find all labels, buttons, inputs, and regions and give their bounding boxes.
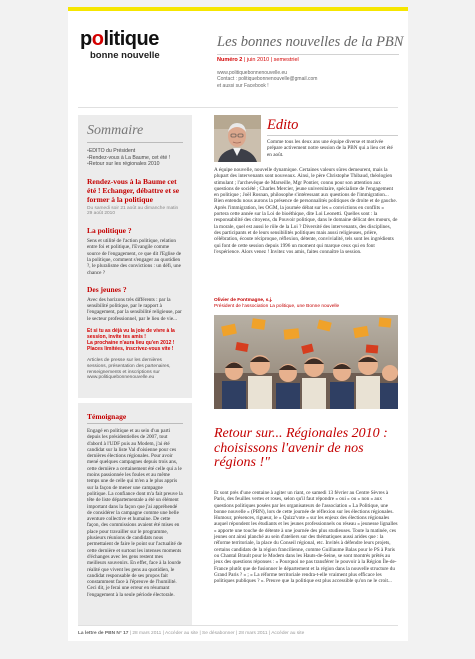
facebook-link[interactable]: et aussi sur Facebook ! (217, 82, 269, 89)
sommaire-panel (78, 115, 192, 398)
newsletter-title: Les bonnes nouvelles de la PBN (217, 34, 404, 50)
jeunes-section (87, 285, 183, 322)
rdv-heading: Rendez-vous à la Baume cet été ! Echanger, débattre et se former à la politique (87, 176, 180, 204)
politique-heading: La politique ? (87, 226, 132, 236)
edito-signature (214, 298, 339, 310)
contact-email[interactable]: Contact : politiquebonnenouvelle@gmail.com (217, 76, 318, 83)
footer-date-2: 28 mars 2011 (238, 631, 268, 636)
footer-site-link[interactable]: Accéder au site (165, 631, 199, 636)
temoignage-title: Témoignage (87, 412, 127, 421)
footer-date: 28 mars 2011 (132, 631, 162, 636)
logo-wordmark: politique (80, 28, 159, 50)
footer: La lettre de PBN N° 17 | 28 mars 2011 | Accéder au site | Se désabonner | 28 mars 2011 | Accéder au site (78, 631, 305, 636)
signature-name: Olivier de Fontmagne, s.j. (214, 298, 273, 303)
politique-text: Sens et utilité de l'action politique, relation entre foi et politique, l'Evangile comme source de l'engagement, ce que dit l'Eglise de la politique, comment s'engager au quotidien ?, le pluralisme des convictions : un défi, une chance ? (87, 238, 182, 276)
rdv-dates: Du samedi soir 21 août au dimanche matin 29 août 2010 (87, 205, 179, 217)
temoignage-text: Engagé en politique et au sein d'un parti depuis les présidentielles de 2007, tout d'abord à l'UDF puis au Modem, j'ai été candidat sur la liste Val d'oisienne pour ces dernières élections régionales. Pour avoir mené quelques campagnes depuis trois ans, cette dernière a certainement été celle qui a le moins passionnée les foules et au même temps une de celle qui m'en a le plus appris sur la façon de mener une campagne politique. La confiance dont m'a fait preuve la tête de liste départementale a été un élément important dans la façon que j'ai appréhendé de considérer la campagne comme une belle aventure collective et humaine. De cette façon, des commissions avaient été mises en place pour travailler sur le programme, plusieurs réunions de candidats nous permettaient de faire le point sur l'actualité de cette dernière et surtout les intenses moments d'échanges avec les gens restent mes meilleurs souvenirs. En effet, face à la lourde réalité que vivent les gens au quotidien, le candidat responsable de ses propos fait constamment face à l'épreuve de l'humilité. Ceci dit, je ferai une erreur en résumant l'engagement à la seule période électorale. (87, 428, 183, 598)
issue-info: Numéro 2 | juin 2010 | semestriel (217, 57, 299, 63)
sommaire-item-rdv[interactable]: ▪ Rendez-vous à La Baume, cet été ! (87, 155, 183, 162)
retour-title: Retour sur... Régionales 2010 : choisissons l'avenir de nos régions !" (214, 426, 388, 470)
invite-callout: Et si tu as déjà vu la joie de vivre à la session, invite tes amis ! La prochaine n'aura lieu qu'en 2012 ! Places limitées, inscrivez-vous vite ! (87, 328, 175, 353)
press-info[interactable]: Articles de presse sur les dernières sessions, présentation des partenaires, renseignements et inscriptions sur www.politiquebonnenouvelle.eu (87, 358, 171, 381)
sommaire-list (87, 148, 183, 168)
edito-body: A équipe nouvelle, nouvelle dynamique. Certaines valeurs sûres demeurent, mais la plupart des intervenants sont nouveaux. Ainsi, le père Christophe Thibaud, théologien stimulant ; l'archevêque de Marseille, Mgr Pontier, connu pour son attention aux questions de société ; Charles Mercier, jeune universitaire, spécialiste de l'engagement en politique ; Joël Rosnan, philosophe s'intéressant aux questions de l'immigration... Bien entendu nous aurons la présence de personnalités politiques de droite et de gauche. Après l'immigration, les OGM, la journée débat sur les « convictions en conflits » portera cette année sur la Loi de bioéthique, dite Loi Leonetti. Quelles sont : la responsabilité des citoyens, du Pouvoir politique, dans le domaine délicat des mœurs, de la morale, quel est aussi le rôle de la Loi ? Diversité des intervenants, des disciplines, des participants et de leurs sensibilités politiques mais aussi religieuses, prière, célébration, écoute réciproque, réflexion, détente, convivialité, tels sont les ingrédients qui font de cette session depuis 1996 un moment qui marque ceux qui en font l'expérience. Alors venez ! Invitez vos amis, faites connaître la session. (214, 167, 398, 255)
header-divider (217, 54, 399, 55)
retour-body: Et sont près d'une centaine à agiter un riant, ce samedi 13 février au Centre Sèvres à Paris, des feuilles vertes et roses, selon qu'il faut répondre « oui » ou « non » aux questions politiques posées par les organisateurs de l'association « La Politique, une bonne nouvelle » (PBN), lors de cette journée de réflexion sur les élections régionales. Humour, présences, rigueur, le « Quizz'vote » sur les enjeux des élections régionales auquel répondent les étudiants et les jeunes professionnels ou réseau « jeunesse lignalles » apporte une touche de détente à une journée des plus studieuses. Toute la matinée, ces jeunes ont ainsi planché au sein d'ateliers sur des thématiques aussi arides que : la réforme territoriale, la place du Conseil régional, etc. Invités à défendre leurs projets, certains candidats de la région francilienne, comme Guillaume Balas pour le PS à Paris ou Chantal Brault pour le Modem dans les Hauts-de-Seine, se sont montrés prêtés au jeux des questions réponses : « Pourquoi ne pas transférer le pouvoir à la Région Île-de-France plutôt que de fusionner le département et la région dans la nouvelle structure du Grand Paris ? » ; « La réforme territoriale rendra-t-elle vraiment plus efficace les politiques publiques ? ». Preuve que la politique est plus accessible qu'on ne le croit... (214, 490, 398, 585)
logo-tagline: bonne nouvelle (90, 50, 160, 61)
politique-section (87, 226, 183, 276)
logo[interactable] (80, 29, 200, 69)
footer-separator (78, 625, 398, 626)
edito-divider (267, 135, 398, 136)
footer-issue: La lettre de PBN N° 17 (78, 631, 129, 636)
signature-role: Président de l'association La politique, une Bonne nouvelle (214, 303, 340, 309)
header-separator (78, 107, 398, 108)
jeunes-text: Avec des horizons très différents : par la sensibilité politique, par le rapport à l'engagement, par la sensibilité religieuse, par le secteur professionnel, par le lieu de vie... (87, 296, 182, 322)
temoignage-panel (78, 403, 192, 625)
footer-unsubscribe-link[interactable]: Se désabonner (202, 631, 235, 636)
edito-title: Edito (267, 117, 299, 133)
temoignage-divider (87, 423, 183, 424)
sommaire-title: Sommaire (87, 123, 144, 138)
website-link[interactable]: www.politiquebonnenouvelle.eu (217, 70, 288, 76)
newsletter-page (68, 11, 408, 641)
sommaire-item-edito[interactable]: ▪ EDITO du Président (87, 148, 183, 155)
contact-block (217, 70, 317, 89)
president-photo (214, 115, 261, 162)
footer-site-link-2[interactable]: Accéder au site (271, 631, 305, 636)
sommaire-divider (87, 142, 183, 143)
edito-intro: Comme tous les deux ans une équipe diverse et motivée prépare activement notre session de la PBN qui a lieu cet été en août. (267, 139, 393, 158)
jeunes-heading: Des jeunes ? (87, 284, 127, 294)
rdv-section (87, 177, 183, 218)
event-crowd-photo (214, 315, 398, 409)
sommaire-item-retour[interactable]: ▪ Retour sur les régionales 2010 (87, 161, 183, 168)
